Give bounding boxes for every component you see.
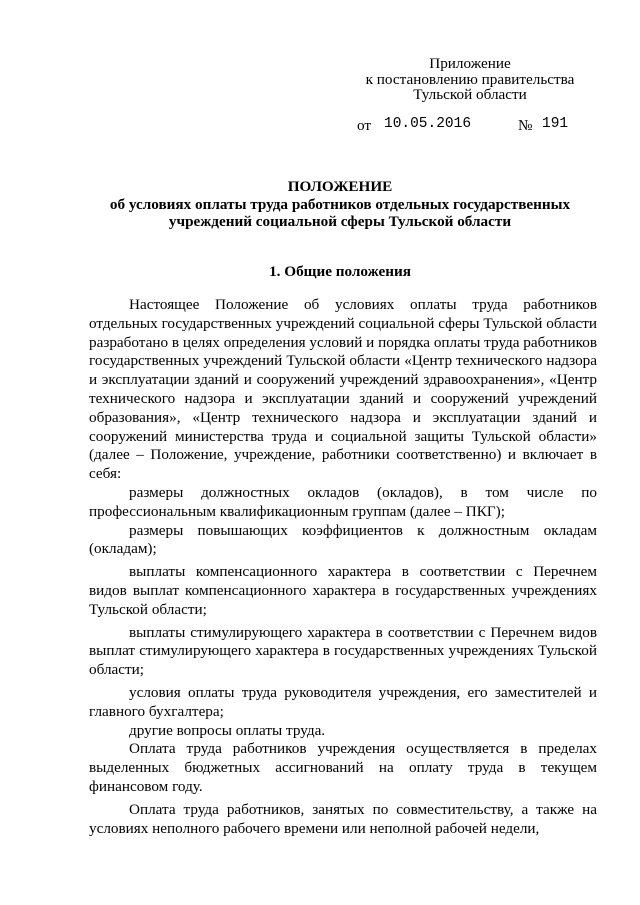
paragraph-coefficients: размеры повышающих коэффициентов к должностным окладам (окладам); bbox=[89, 521, 597, 558]
section-title: 1. Общие положения bbox=[269, 263, 411, 280]
paragraph-salary-sizes: размеры должностных окладов (окладов), в том числе по профессиональным квалификационным группам (далее – ПКГ); bbox=[89, 483, 597, 520]
document-title bbox=[60, 178, 620, 231]
title-subtitle-line-2: учреждений социальной сферы Тульской области bbox=[168, 213, 512, 231]
decree-number: 191 bbox=[542, 116, 569, 132]
paragraph-compensation-payments: выплаты компенсационного характера в соответствии с Перечнем видов выплат компенсационного характера в государственных учреждениях Тульской области; bbox=[89, 563, 597, 618]
annex-region: Тульской области bbox=[413, 86, 527, 103]
decree-from-label: от bbox=[357, 117, 372, 134]
annex-label: Приложение bbox=[429, 55, 511, 72]
title-heading: ПОЛОЖЕНИЕ bbox=[287, 178, 393, 195]
title-subtitle-line-1: об условиях оплаты труда работников отдельных государственных bbox=[109, 195, 571, 213]
decree-line bbox=[0, 116, 640, 136]
paragraph-budget-limits: Оплата труда работников учреждения осуществляется в пределах выделенных бюджетных ассигнований на оплату труда в текущем финансовом году. bbox=[89, 740, 597, 795]
decree-date: 10.05.2016 bbox=[384, 116, 472, 132]
decree-number-sign: № bbox=[518, 117, 533, 134]
body-text bbox=[89, 296, 597, 838]
annex-header bbox=[355, 56, 585, 103]
paragraph-part-time: Оплата труда работников, занятых по совместительству, а также на условиях неполного рабочего времени или неполной рабочей недели, bbox=[89, 800, 597, 837]
paragraph-management-pay: условия оплаты труда руководителя учреждения, его заместителей и главного бухгалтера; bbox=[89, 683, 597, 720]
paragraph-incentive-payments: выплаты стимулирующего характера в соответствии с Перечнем видов выплат стимулирующего характера в государственных учреждениях Тульской области; bbox=[89, 623, 597, 679]
paragraph-intro: Настоящее Положение об условиях оплаты труда работников отдельных государственных учреждений социальной сферы Тульской области разработано в целях определения условий и порядка оплаты труда работников государственных учреждений Тульской области «Центр технического надзора и эксплуатации зданий и сооружений учреждений здравоохранения», «Центр технического надзора и эксплуатации зданий и сооружений учреждений образования», «Центр технического надзора и эксплуатации зданий и сооружений министерства труда и социальной защиты Тульской области» (далее – Положение, учреждение, работники соответственно) и включает в себя: bbox=[89, 296, 597, 483]
paragraph-other-issues: другие вопросы оплаты труда. bbox=[129, 721, 326, 739]
annex-decree-reference: к постановлению правительства bbox=[365, 70, 575, 88]
